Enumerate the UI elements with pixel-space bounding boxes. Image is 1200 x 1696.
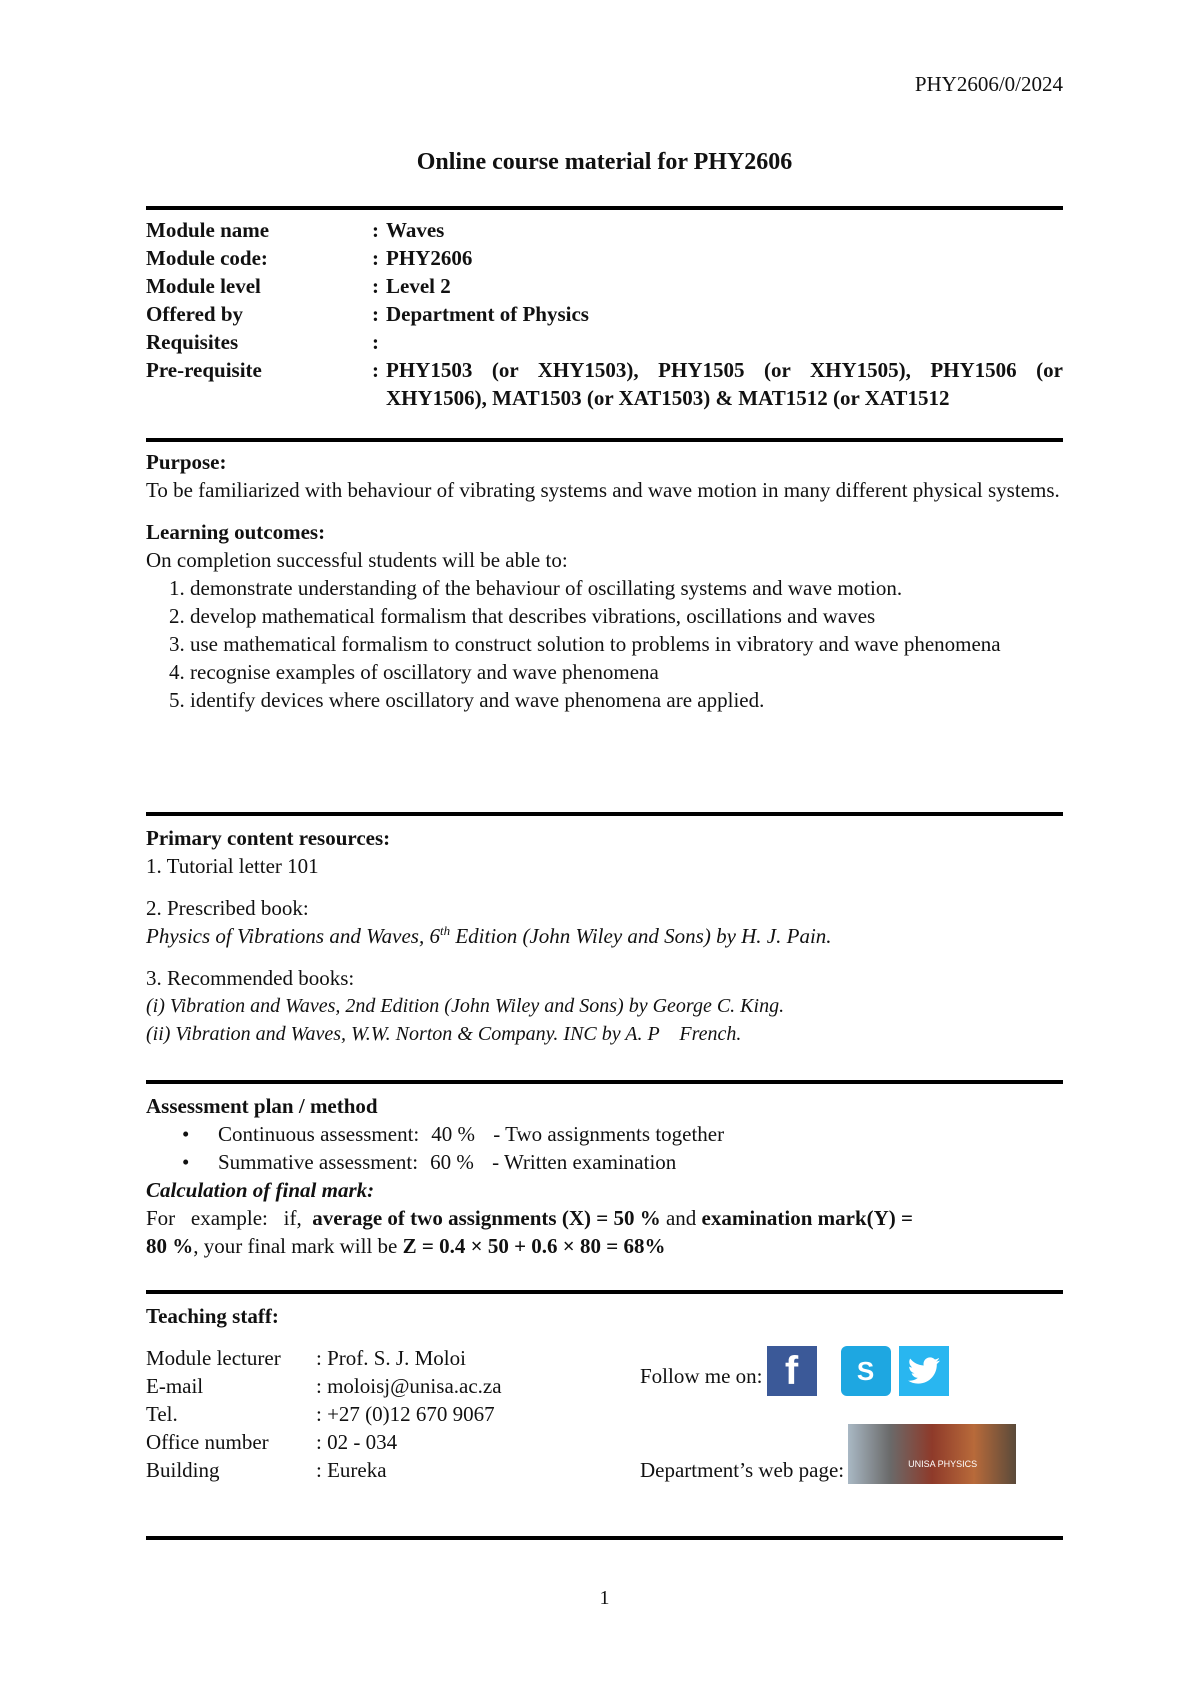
list-item: 2. develop mathematical formalism that describes vibrations, oscillations and waves (190, 602, 1063, 630)
outcomes-heading: Learning outcomes: (146, 520, 326, 544)
info-row: Pre-requisite : PHY1503 (or XHY1503), PHY1505 (or XHY1505), PHY1506 (or XHY1506), MAT1503 (or XAT1503) & MAT1512 (or XAT1512 (146, 358, 1063, 410)
staff-row: Tel. : +27 (0)12 670 9067 (146, 1402, 495, 1426)
web-label: Department’s web page: (640, 1458, 845, 1482)
page-number: 1 (599, 1587, 610, 1609)
social-links (640, 1346, 949, 1396)
divider (146, 206, 1063, 210)
divider (146, 1536, 1063, 1540)
info-row: Module code: : PHY2606 (146, 246, 473, 270)
calc-heading: Calculation of final mark: (146, 1178, 375, 1202)
recommended-label: 3. Recommended books: (146, 966, 355, 990)
recommended-book: (ii) Vibration and Waves, W.W. Norton & Company. INC by A. P French. (146, 1023, 742, 1045)
department-web-thumbnail[interactable]: UNISA PHYSICS (848, 1424, 1016, 1484)
calc-example: For example: if, average of two assignments (X) = 50 % and examination mark(Y) = 80 %, your final mark will be Z = 0.4 × 50 + 0.6 × 80 = 68% (146, 1206, 913, 1258)
staff-section (146, 1302, 1063, 1494)
follow-label: Follow me on: (640, 1364, 763, 1388)
module-info (146, 216, 1063, 412)
info-value: Waves (386, 218, 445, 242)
staff-row: Module lecturer : Prof. S. J. Moloi (146, 1346, 466, 1370)
list-item: 1. demonstrate understanding of the behaviour of oscillating systems and wave motion. (190, 574, 1063, 602)
staff-row: Office number : 02 - 034 (146, 1430, 398, 1454)
info-value: PHY2606 (386, 246, 473, 270)
purpose-heading: Purpose: (146, 450, 227, 474)
info-row: Requisites : (146, 330, 379, 354)
info-value: Level 2 (386, 274, 451, 298)
info-row: Offered by : Department of Physics (146, 302, 589, 326)
info-label: Module level (146, 274, 261, 298)
facebook-icon[interactable]: f (767, 1346, 817, 1396)
assessment-section (146, 1092, 1063, 1260)
resources-section (146, 824, 1063, 1048)
list-item: 5. identify devices where oscillatory and wave phenomena are applied. (190, 686, 1063, 714)
purpose-section (146, 448, 1063, 714)
list-item: • Continuous assessment: 40 % - Two assignments together (218, 1120, 1063, 1148)
info-label: Module name (146, 218, 270, 242)
purpose-text: To be familiarized with behaviour of vibrating systems and wave motion in many different physical systems. (146, 478, 1060, 502)
skype-icon[interactable]: S (841, 1346, 891, 1396)
list-item: • Summative assessment: 60 % - Written examination (218, 1148, 1063, 1176)
info-label: Requisites (146, 330, 239, 354)
info-row: Module level : Level 2 (146, 274, 451, 298)
resources-heading: Primary content resources: (146, 826, 391, 850)
outcomes-intro: On completion successful students will be able to: (146, 548, 568, 572)
twitter-icon[interactable] (899, 1346, 949, 1396)
list-item: 3. use mathematical formalism to construct solution to problems in vibratory and wave phenomena (190, 630, 1063, 658)
staff-row: E-mail : moloisj@unisa.ac.za (146, 1374, 502, 1398)
info-value: Department of Physics (386, 302, 589, 326)
prescribed-book: Physics of Vibrations and Waves, 6th Edition (John Wiley and Sons) by H. J. Pain. (146, 923, 832, 948)
info-row: Module name : Waves (146, 218, 445, 242)
prescribed-label: 2. Prescribed book: (146, 896, 309, 920)
divider (146, 438, 1063, 442)
info-label: Offered by (146, 302, 244, 326)
assessment-heading: Assessment plan / method (146, 1094, 378, 1118)
divider (146, 1290, 1063, 1294)
email-text: : moloisj@unisa.ac.za (316, 1374, 502, 1398)
department-web-link (640, 1424, 1016, 1484)
staff-heading: Teaching staff: (146, 1304, 279, 1328)
info-value: PHY1503 (or XHY1503), PHY1505 (or XHY1505), PHY1506 (or XHY1506), MAT1503 (or XAT1503) & MAT1512 (or XAT1512 (386, 358, 1063, 410)
divider (146, 1080, 1063, 1084)
tutorial-letter: 1. Tutorial letter 101 (146, 854, 319, 878)
outcomes-list (146, 574, 1063, 714)
info-label: Module code: (146, 246, 268, 270)
list-item: 4. recognise examples of oscillatory and wave phenomena (190, 658, 1063, 686)
info-label: Pre-requisite (146, 358, 262, 382)
divider (146, 812, 1063, 816)
document-page (146, 0, 1063, 1696)
staff-row: Building : Eureka (146, 1458, 387, 1482)
page-title: Online course material for PHY2606 (416, 149, 793, 175)
assessment-list (146, 1120, 1063, 1176)
document-code: PHY2606/0/2024 (914, 72, 1063, 96)
recommended-book: (i) Vibration and Waves, 2nd Edition (John Wiley and Sons) by George C. King. (146, 995, 785, 1017)
